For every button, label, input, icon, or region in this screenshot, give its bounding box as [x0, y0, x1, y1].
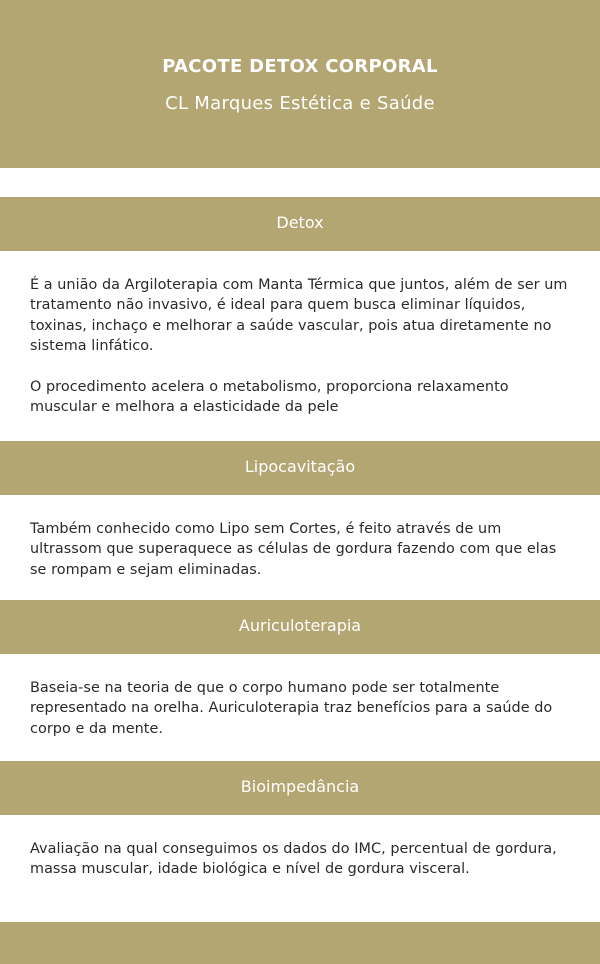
- header-banner: [0, 0, 600, 168]
- section-heading-band-lipocavitacao: [0, 441, 600, 495]
- section-paragraph: Também conhecido como Lipo sem Cortes, é feito através de um ultrassom que superaquece as células de gordura fazendo com que elas se rompam e sejam eliminadas.: [30, 521, 557, 578]
- section-body-lipocavitacao: [30, 519, 575, 580]
- section-body-detox: [30, 275, 575, 418]
- section-heading-lipocavitacao: Lipocavitação: [244, 457, 356, 476]
- section-heading-auriculoterapia: Auriculoterapia: [238, 616, 362, 635]
- section-heading-detox: Detox: [276, 213, 324, 232]
- page-title: PACOTE DETOX CORPORAL: [162, 56, 438, 77]
- page-subtitle: CL Marques Estética e Saúde: [165, 93, 435, 114]
- section-heading-band-detox: [0, 197, 600, 251]
- section-paragraph: É a união da Argiloterapia com Manta Térmica que juntos, além de ser um tratamento não invasivo, é ideal para quem busca eliminar líquidos, toxinas, inchaço e melhorar a saúde vascular, pois atua diretamente no sistema linfático.: [30, 277, 568, 355]
- section-heading-bioimpedancia: Bioimpedância: [240, 777, 360, 796]
- section-paragraph: Avaliação na qual conseguimos os dados do IMC, percentual de gordura, massa muscular, idade biológica e nível de gordura visceral.: [30, 841, 557, 878]
- footer-band: [0, 922, 600, 964]
- section-body-bioimpedancia: [30, 839, 575, 880]
- section-body-auriculoterapia: [30, 678, 575, 739]
- section-paragraph: O procedimento acelera o metabolismo, proporciona relaxamento muscular e melhora a elasticidade da pele: [30, 379, 509, 416]
- section-heading-band-auriculoterapia: [0, 600, 600, 654]
- section-heading-band-bioimpedancia: [0, 761, 600, 815]
- section-paragraph: Baseia-se na teoria de que o corpo humano pode ser totalmente representado na orelha. Auriculoterapia traz benefícios para a saúde do corpo e da mente.: [30, 680, 553, 737]
